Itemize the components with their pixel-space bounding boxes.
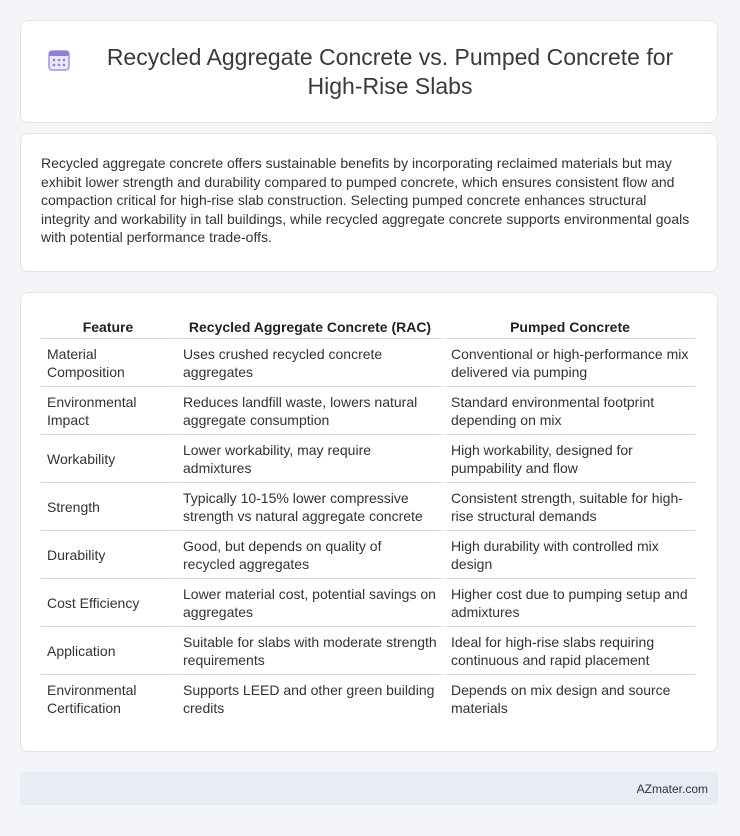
title-card	[20, 20, 718, 123]
pumped-cell: Conventional or high-performance mix delivered via pumping	[445, 339, 695, 387]
table-header-row	[41, 311, 695, 339]
page-title: Recycled Aggregate Concrete vs. Pumped Concrete for High-Rise Slabs	[106, 43, 674, 99]
rac-cell: Reduces landfill waste, lowers natural aggregate consumption	[177, 387, 443, 435]
pumped-cell: Ideal for high-rise slabs requiring continuous and rapid placement	[445, 627, 695, 675]
rac-cell: Typically 10-15% lower compressive strength vs natural aggregate concrete	[177, 483, 443, 531]
rac-cell: Suitable for slabs with moderate strength requirements	[177, 627, 443, 675]
pumped-cell: Consistent strength, suitable for high-rise structural demands	[445, 483, 695, 531]
feature-cell: Workability	[41, 435, 175, 483]
summary-card	[20, 133, 718, 272]
footer-brand: AZmater.com	[636, 781, 708, 796]
footer-bar	[20, 772, 718, 805]
table-row	[41, 531, 695, 579]
table-row	[41, 339, 695, 387]
pumped-cell: Standard environmental footprint depending on mix	[445, 387, 695, 435]
header-feature: Feature	[41, 311, 175, 339]
table-row	[41, 675, 695, 723]
comparison-card	[20, 292, 718, 752]
feature-cell: Application	[41, 627, 175, 675]
pumped-cell: High durability with controlled mix design	[445, 531, 695, 579]
pumped-cell: High workability, designed for pumpability and flow	[445, 435, 695, 483]
table-row	[41, 483, 695, 531]
table-row	[41, 387, 695, 435]
feature-cell: Material Composition	[41, 339, 175, 387]
rac-cell: Supports LEED and other green building credits	[183, 682, 435, 716]
rac-cell: Uses crushed recycled concrete aggregates	[177, 339, 443, 387]
comparison-table	[39, 311, 697, 723]
feature-cell: Environmental Certification	[47, 682, 137, 716]
table-row	[41, 579, 695, 627]
summary-paragraph: Recycled aggregate concrete offers sustainable benefits by incorporating reclaimed materials but may exhibit lower strength and durability compared to pumped concrete, which ensures consistent flow and compaction critical for high-rise slab construction. Selecting pumped concrete enhances structural integrity and workability in tall buildings, while recycled aggregate concrete supports environmental goals with potential performance trade-offs.	[41, 155, 690, 245]
pumped-cell: Depends on mix design and source materials	[451, 682, 671, 716]
table-row	[41, 435, 695, 483]
title-row	[39, 43, 699, 101]
header-rac: Recycled Aggregate Concrete (RAC)	[177, 311, 443, 339]
rac-cell: Lower material cost, potential savings on aggregates	[177, 579, 443, 627]
rac-cell: Lower workability, may require admixtures	[177, 435, 443, 483]
feature-cell: Durability	[41, 531, 175, 579]
rac-cell: Good, but depends on quality of recycled aggregates	[177, 531, 443, 579]
calendar-icon	[48, 49, 70, 71]
feature-cell: Strength	[41, 483, 175, 531]
header-pumped: Pumped Concrete	[445, 311, 695, 339]
feature-cell: Cost Efficiency	[41, 579, 175, 627]
pumped-cell: Higher cost due to pumping setup and admixtures	[445, 579, 695, 627]
feature-cell: Environmental Impact	[41, 387, 175, 435]
table-row	[41, 627, 695, 675]
